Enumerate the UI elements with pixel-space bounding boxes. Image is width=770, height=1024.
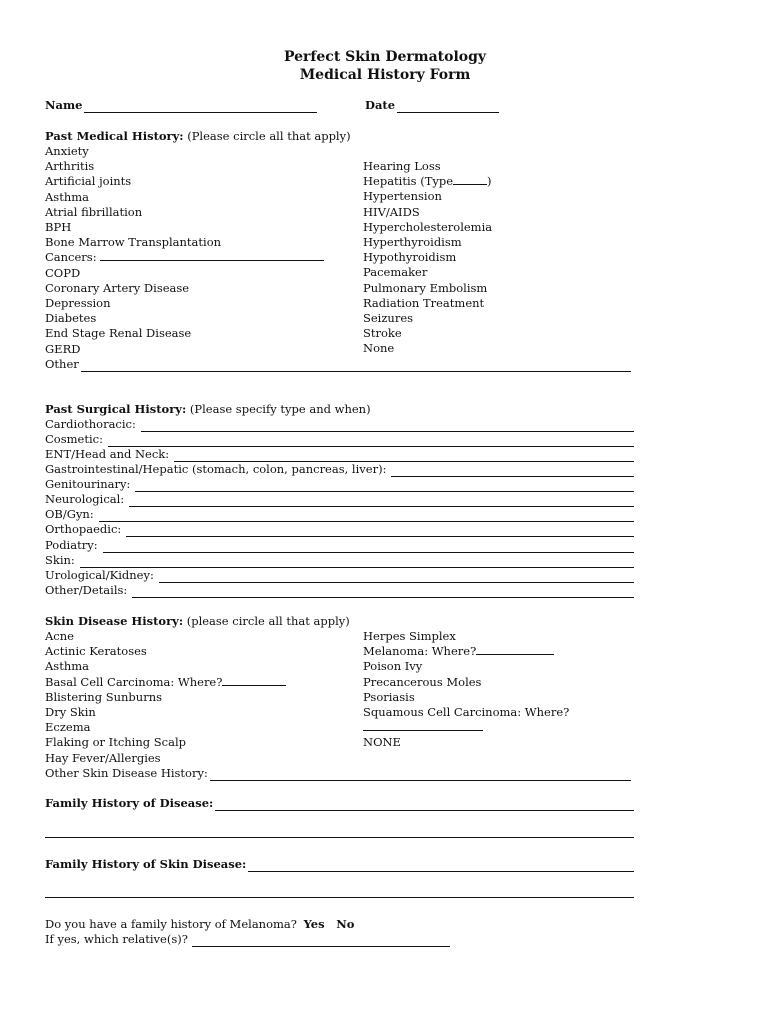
condition-item[interactable]: Hearing Loss <box>363 159 441 173</box>
scc-where-line[interactable] <box>363 721 483 731</box>
melanoma-question-text: Do you have a family history of Melanoma? <box>45 917 297 931</box>
date-label: Date <box>365 98 396 112</box>
surgical-field-cosmetic[interactable] <box>45 432 634 447</box>
family-skin-disease-field[interactable] <box>45 857 634 872</box>
skin-condition-item[interactable]: Blistering Sunburns <box>45 689 162 704</box>
past-medical-instruction: (Please circle all that apply) <box>187 129 351 143</box>
name-label: Name <box>45 98 83 112</box>
surgical-field-gastrointestinal[interactable] <box>45 462 634 477</box>
skin-condition-item[interactable]: Poison Ivy <box>363 659 423 674</box>
skin-condition-item[interactable]: Squamous Cell Carcinoma: Where? <box>363 705 570 720</box>
condition-item[interactable]: COPD <box>45 265 81 280</box>
surgical-label: Neurological: <box>45 492 125 506</box>
condition-item[interactable]: Atrial fibrillation <box>45 204 143 219</box>
condition-item[interactable]: Anxiety <box>45 144 89 158</box>
skin-disease-right-list <box>363 629 569 751</box>
other-skin-disease-line[interactable] <box>210 769 631 781</box>
scc-where-row[interactable] <box>363 720 569 735</box>
skin-condition-item[interactable]: Acne <box>45 629 74 643</box>
condition-item[interactable]: End Stage Renal Disease <box>45 326 192 341</box>
date-line[interactable] <box>397 101 499 113</box>
surgical-line[interactable] <box>391 465 634 477</box>
surgical-label: OB/Gyn: <box>45 507 94 521</box>
skin-condition-item[interactable]: Hay Fever/Allergies <box>45 750 161 765</box>
surgical-field-cardiothoracic[interactable] <box>45 417 634 432</box>
no-option[interactable]: No <box>336 917 355 931</box>
condition-item[interactable]: None <box>363 341 395 356</box>
condition-item[interactable]: Hypothyroidism <box>363 250 457 265</box>
condition-item[interactable]: Depression <box>45 296 111 311</box>
skin-condition-item[interactable]: Actinic Keratoses <box>45 644 147 659</box>
family-skin-disease-line-2[interactable] <box>45 897 634 898</box>
hepatitis-label: Hepatitis (Type <box>363 174 454 189</box>
other-skin-disease-label: Other Skin Disease History: <box>45 766 208 780</box>
past-medical-header <box>45 129 351 144</box>
family-disease-line-2[interactable] <box>45 837 634 838</box>
surgical-line[interactable] <box>126 525 634 537</box>
condition-item[interactable]: Radiation Treatment <box>363 295 485 310</box>
bcc-label: Basal Cell Carcinoma: Where? <box>45 674 223 689</box>
surgical-line[interactable] <box>108 435 634 447</box>
condition-item[interactable]: Hypercholesterolemia <box>363 219 493 234</box>
yes-option[interactable]: Yes <box>303 917 325 931</box>
hepatitis-close: ) <box>487 174 492 189</box>
surgical-field-skin[interactable] <box>45 553 634 568</box>
relative-line[interactable] <box>192 935 450 947</box>
skin-condition-item[interactable]: Herpes Simplex <box>363 629 456 643</box>
surgical-label: Cosmetic: <box>45 432 103 446</box>
family-skin-disease-line[interactable] <box>248 860 634 872</box>
cancers-line[interactable] <box>100 251 324 261</box>
surgical-line[interactable] <box>129 495 634 507</box>
condition-item[interactable]: Artificial joints <box>45 174 132 189</box>
skin-condition-item[interactable]: Psoriasis <box>363 689 415 704</box>
other-medical-line[interactable] <box>81 360 631 372</box>
surgical-field-urological[interactable] <box>45 568 634 583</box>
family-skin-disease-label: Family History of Skin Disease: <box>45 857 247 871</box>
surgical-field-neurological[interactable] <box>45 492 634 507</box>
past-surgical-heading: Past Surgical History: <box>45 402 187 416</box>
relative-field[interactable] <box>45 932 450 947</box>
surgical-label: Cardiothoracic: <box>45 417 136 431</box>
surgical-label: Other/Details: <box>45 583 128 597</box>
skin-condition-item[interactable]: Dry Skin <box>45 705 96 720</box>
form-title-line1: Perfect Skin Dermatology <box>283 49 487 65</box>
surgical-label: Orthopaedic: <box>45 522 122 536</box>
skin-condition-item[interactable]: Flaking or Itching Scalp <box>45 735 186 750</box>
surgical-field-other[interactable] <box>45 583 634 598</box>
condition-item[interactable]: Seizures <box>363 311 414 326</box>
past-surgical-instruction: (Please specify type and when) <box>189 402 371 416</box>
surgical-line[interactable] <box>174 450 634 462</box>
condition-item[interactable]: Asthma <box>45 189 89 204</box>
other-skin-disease-field[interactable] <box>45 766 631 781</box>
surgical-label: Urological/Kidney: <box>45 568 154 582</box>
skin-condition-item[interactable]: Asthma <box>45 659 89 674</box>
surgical-line[interactable] <box>80 556 634 568</box>
surgical-field-obgyn[interactable] <box>45 507 634 522</box>
name-field[interactable] <box>45 98 317 113</box>
skin-condition-item[interactable]: Eczema <box>45 720 91 735</box>
melanoma-family-question <box>45 917 354 932</box>
other-medical-label: Other <box>45 357 79 371</box>
surgical-line[interactable] <box>103 541 634 553</box>
surgical-line[interactable] <box>141 420 634 432</box>
condition-item[interactable]: Hyperthyroidism <box>363 235 462 250</box>
past-medical-right-list <box>363 159 492 357</box>
surgical-field-podiatry[interactable] <box>45 538 634 553</box>
surgical-label: Genitourinary: <box>45 477 131 491</box>
skin-condition-item-melanoma[interactable] <box>363 644 569 659</box>
skin-disease-left-list <box>45 629 286 766</box>
condition-item-cancers[interactable] <box>45 250 324 265</box>
family-disease-line[interactable] <box>215 799 634 811</box>
surgical-line[interactable] <box>159 571 634 583</box>
skin-condition-item[interactable]: NONE <box>363 735 401 750</box>
condition-item[interactable]: Pacemaker <box>363 265 428 280</box>
condition-item[interactable]: Coronary Artery Disease <box>45 280 190 295</box>
surgical-label: Podiatry: <box>45 538 98 552</box>
past-surgical-header <box>45 402 371 417</box>
relative-label: If yes, which relative(s)? <box>45 932 188 946</box>
surgical-label: ENT/Head and Neck: <box>45 447 170 461</box>
surgical-field-genitourinary[interactable] <box>45 477 634 492</box>
condition-item-hepatitis[interactable] <box>363 174 492 189</box>
condition-item[interactable]: Diabetes <box>45 311 97 326</box>
skin-condition-item-bcc[interactable] <box>45 675 286 690</box>
surgical-label: Gastrointestinal/Hepatic (stomach, colon, pancreas, liver): <box>45 462 387 476</box>
family-disease-label: Family History of Disease: <box>45 796 214 810</box>
melanoma-where-line[interactable] <box>476 645 554 655</box>
surgical-field-ent[interactable] <box>45 447 634 462</box>
condition-item[interactable]: Stroke <box>363 326 402 341</box>
condition-item[interactable]: Pulmonary Embolism <box>363 280 488 295</box>
bcc-where-line[interactable] <box>222 676 286 686</box>
surgical-line[interactable] <box>135 480 634 492</box>
form-title-line2: Medical History Form <box>299 67 471 83</box>
hepatitis-type-line[interactable] <box>453 175 487 185</box>
condition-item[interactable]: Hypertension <box>363 189 442 204</box>
past-medical-heading: Past Medical History: <box>45 129 184 143</box>
surgical-line[interactable] <box>132 586 634 598</box>
cancers-label: Cancers: <box>45 250 97 265</box>
surgical-field-orthopaedic[interactable] <box>45 522 634 537</box>
skin-disease-header <box>45 614 350 629</box>
condition-item[interactable]: GERD <box>45 341 81 356</box>
condition-item[interactable]: HIV/AIDS <box>363 204 420 219</box>
family-disease-field[interactable] <box>45 796 634 811</box>
condition-item[interactable]: Bone Marrow Transplantation <box>45 235 222 250</box>
melanoma-label: Melanoma: Where? <box>363 644 477 659</box>
skin-condition-item[interactable]: Precancerous Moles <box>363 674 482 689</box>
name-line[interactable] <box>84 101 317 113</box>
other-medical-field[interactable] <box>45 357 631 372</box>
skin-disease-heading: Skin Disease History: <box>45 614 184 628</box>
condition-item[interactable]: BPH <box>45 220 72 235</box>
condition-item[interactable]: Arthritis <box>45 159 95 174</box>
surgical-label: Skin: <box>45 553 75 567</box>
skin-disease-instruction: (please circle all that apply) <box>186 614 350 628</box>
past-medical-left-list <box>45 144 324 357</box>
surgical-line[interactable] <box>99 510 634 522</box>
date-field[interactable] <box>365 98 499 113</box>
